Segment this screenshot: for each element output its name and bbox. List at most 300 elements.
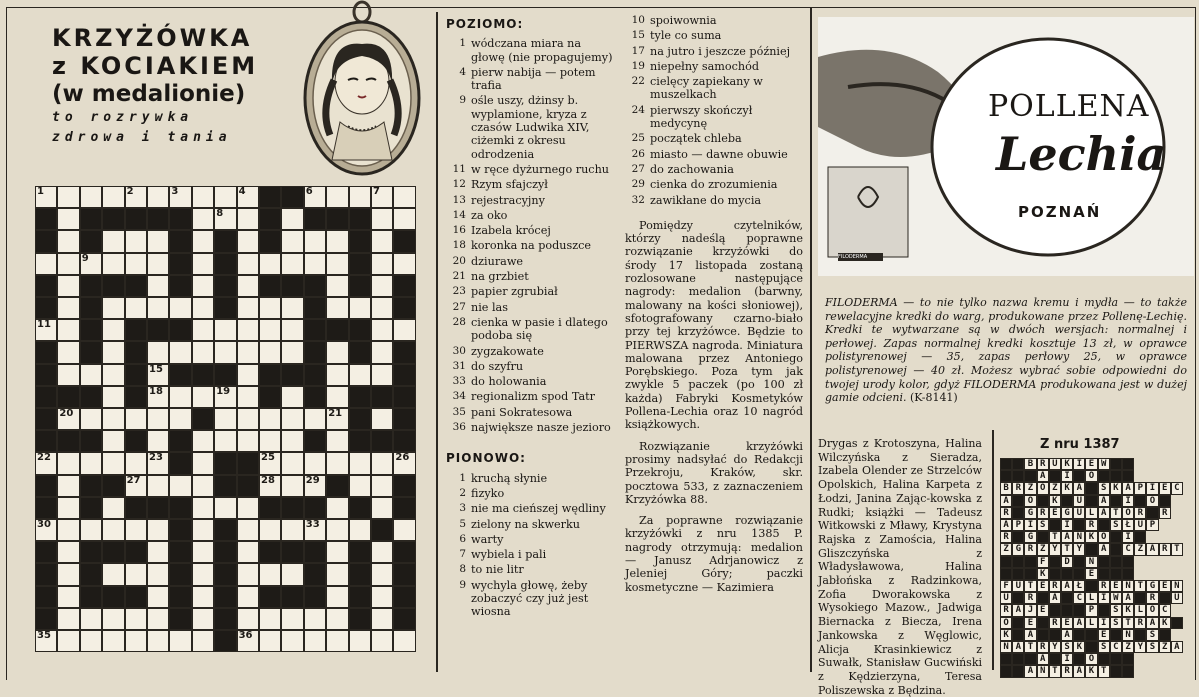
grid-cell[interactable] (80, 452, 102, 474)
grid-cell[interactable] (102, 341, 124, 363)
title-line-3: (w medalionie) (52, 81, 246, 107)
grid-cell[interactable] (102, 452, 124, 474)
grid-cell[interactable] (57, 275, 79, 297)
grid-cell[interactable] (125, 230, 147, 252)
grid-cell[interactable] (57, 341, 79, 363)
grid-cell[interactable] (304, 475, 326, 497)
grid-block (125, 586, 147, 608)
grid-cell[interactable] (57, 319, 79, 341)
grid-cell[interactable] (125, 475, 147, 497)
grid-cell[interactable] (147, 253, 169, 275)
grid-cell[interactable] (192, 541, 214, 563)
solution-cell (1110, 629, 1122, 641)
grid-block (304, 319, 326, 341)
grid-cell[interactable] (349, 364, 371, 386)
grid-cell[interactable] (192, 519, 214, 541)
grid-cell[interactable] (237, 364, 259, 386)
solution-cell (1037, 592, 1049, 604)
grid-cell[interactable] (57, 630, 79, 652)
grid-cell[interactable] (281, 475, 303, 497)
grid-cell[interactable] (102, 497, 124, 519)
grid-cell[interactable] (237, 186, 259, 208)
grid-cell[interactable] (237, 541, 259, 563)
grid-cell[interactable] (214, 319, 236, 341)
grid-cell[interactable] (259, 253, 281, 275)
grid-block (349, 430, 371, 452)
grid-cell[interactable] (147, 452, 169, 474)
solution-cell: E (1024, 617, 1036, 629)
solution-cell (1024, 653, 1036, 665)
grid-cell[interactable] (147, 608, 169, 630)
grid-cell[interactable] (326, 430, 348, 452)
grid-cell[interactable] (281, 430, 303, 452)
grid-cell[interactable] (371, 253, 393, 275)
divider-left (436, 12, 438, 672)
grid-cell[interactable] (326, 408, 348, 430)
grid-cell[interactable] (102, 630, 124, 652)
grid-cell[interactable] (80, 519, 102, 541)
grid-cell[interactable] (192, 452, 214, 474)
grid-cell[interactable] (326, 608, 348, 630)
grid-cell[interactable] (192, 563, 214, 585)
grid-cell[interactable] (237, 319, 259, 341)
grid-cell[interactable] (147, 230, 169, 252)
grid-cell[interactable] (102, 608, 124, 630)
grid-cell[interactable] (80, 186, 102, 208)
grid-block (80, 275, 102, 297)
solution-cell: R (1024, 592, 1036, 604)
solution-cell: A (1000, 519, 1012, 531)
grid-cell[interactable] (237, 297, 259, 319)
grid-cell[interactable] (237, 630, 259, 652)
grid-cell[interactable] (237, 208, 259, 230)
grid-cell[interactable] (102, 364, 124, 386)
grid-cell[interactable] (371, 364, 393, 386)
grid-cell[interactable] (169, 341, 191, 363)
grid-cell[interactable] (237, 563, 259, 585)
grid-cell[interactable] (102, 519, 124, 541)
grid-cell[interactable] (57, 608, 79, 630)
grid-cell[interactable] (304, 630, 326, 652)
solution-cell: K (1049, 495, 1061, 507)
grid-cell[interactable] (102, 386, 124, 408)
grid-cell[interactable] (192, 253, 214, 275)
grid-cell[interactable] (80, 364, 102, 386)
clue-text: papier zgrubiał (471, 285, 558, 299)
grid-cell[interactable] (281, 208, 303, 230)
solution-cell: U (1171, 592, 1183, 604)
grid-cell[interactable] (102, 297, 124, 319)
grid-cell[interactable] (237, 608, 259, 630)
grid-block (102, 208, 124, 230)
grid-block (214, 519, 236, 541)
grid-cell[interactable] (57, 253, 79, 275)
grid-cell[interactable] (326, 541, 348, 563)
grid-cell[interactable] (35, 319, 57, 341)
solution-cell: K (1085, 665, 1097, 677)
solution-cell: O (1085, 470, 1097, 482)
grid-block (125, 208, 147, 230)
grid-cell[interactable] (214, 186, 236, 208)
grid-cell[interactable] (169, 408, 191, 430)
grid-cell[interactable] (192, 497, 214, 519)
grid-cell[interactable] (57, 186, 79, 208)
grid-cell[interactable] (326, 230, 348, 252)
grid-cell[interactable] (192, 608, 214, 630)
grid-cell[interactable] (304, 253, 326, 275)
grid-cell[interactable] (304, 408, 326, 430)
solution-cell (1110, 470, 1122, 482)
solution-cell: A (1024, 629, 1036, 641)
grid-cell[interactable] (371, 497, 393, 519)
grid-cell[interactable] (371, 630, 393, 652)
grid-cell[interactable] (393, 519, 415, 541)
solution-cell: N (1122, 580, 1134, 592)
grid-cell[interactable] (281, 608, 303, 630)
grid-cell[interactable] (214, 430, 236, 452)
grid-cell[interactable] (326, 497, 348, 519)
solution-cell: T (1024, 641, 1036, 653)
clue-item (446, 487, 614, 500)
grid-cell[interactable] (35, 186, 57, 208)
clue-item (446, 421, 614, 434)
grid-cell[interactable] (349, 452, 371, 474)
grid-block (80, 386, 102, 408)
grid-block (214, 452, 236, 474)
grid-cell[interactable] (125, 408, 147, 430)
clue-text: największe nasze jezioro (471, 421, 611, 435)
grid-cell[interactable] (237, 386, 259, 408)
grid-cell[interactable] (259, 608, 281, 630)
grid-cell[interactable] (214, 497, 236, 519)
grid-cell[interactable] (326, 341, 348, 363)
grid-cell[interactable] (371, 608, 393, 630)
grid-cell[interactable] (214, 408, 236, 430)
grid-cell[interactable] (371, 452, 393, 474)
grid-cell[interactable] (57, 541, 79, 563)
solution-cell: K (1110, 482, 1122, 494)
grid-cell[interactable] (326, 452, 348, 474)
grid-cell[interactable] (147, 430, 169, 452)
grid-block (393, 497, 415, 519)
grid-cell[interactable] (237, 408, 259, 430)
grid-cell[interactable] (192, 186, 214, 208)
grid-block (102, 586, 124, 608)
grid-cell[interactable] (371, 275, 393, 297)
grid-cell[interactable] (125, 186, 147, 208)
grid-cell[interactable] (237, 497, 259, 519)
grid-cell[interactable] (102, 253, 124, 275)
grid-cell[interactable] (281, 519, 303, 541)
grid-cell[interactable] (371, 408, 393, 430)
grid-cell[interactable] (35, 630, 57, 652)
grid-block (147, 497, 169, 519)
grid-cell[interactable] (371, 541, 393, 563)
solution-cell: S (1098, 482, 1110, 494)
grid-cell[interactable] (393, 208, 415, 230)
grid-cell[interactable] (304, 186, 326, 208)
grid-cell[interactable] (259, 519, 281, 541)
grid-cell[interactable] (192, 630, 214, 652)
grid-cell[interactable] (57, 297, 79, 319)
grid-cell[interactable] (192, 386, 214, 408)
grid-block (281, 541, 303, 563)
clue-number: 33 (452, 375, 466, 388)
ad-brand-script: Lechia (996, 127, 1167, 181)
grid-cell[interactable] (393, 253, 415, 275)
grid-cell[interactable] (237, 230, 259, 252)
clue-number: 28 (452, 315, 466, 328)
grid-cell[interactable] (80, 630, 102, 652)
solution-title: Z nru 1387 (1040, 437, 1120, 452)
grid-cell[interactable] (147, 275, 169, 297)
grid-cell[interactable] (237, 341, 259, 363)
clue-number-label: 4 (238, 186, 246, 197)
grid-cell[interactable] (349, 297, 371, 319)
grid-cell[interactable] (125, 563, 147, 585)
grid-cell[interactable] (393, 630, 415, 652)
grid-cell[interactable] (214, 341, 236, 363)
grid-cell[interactable] (281, 408, 303, 430)
grid-cell[interactable] (259, 430, 281, 452)
grid-cell[interactable] (147, 408, 169, 430)
clue-number-label: 25 (261, 452, 275, 464)
grid-cell[interactable] (169, 297, 191, 319)
grid-cell[interactable] (237, 519, 259, 541)
grid-cell[interactable] (326, 186, 348, 208)
grid-cell[interactable] (214, 386, 236, 408)
grid-cell[interactable] (192, 208, 214, 230)
solution-cell: E (1037, 604, 1049, 616)
grid-cell[interactable] (169, 630, 191, 652)
grid-cell[interactable] (259, 341, 281, 363)
grid-cell[interactable] (147, 586, 169, 608)
grid-cell[interactable] (147, 563, 169, 585)
grid-cell[interactable] (371, 297, 393, 319)
grid-cell[interactable] (326, 563, 348, 585)
grid-cell[interactable] (125, 630, 147, 652)
grid-cell[interactable] (371, 563, 393, 585)
grid-cell[interactable] (57, 497, 79, 519)
clue-number: 36 (452, 421, 466, 434)
grid-cell[interactable] (102, 408, 124, 430)
grid-cell[interactable] (57, 452, 79, 474)
grid-cell[interactable] (147, 519, 169, 541)
grid-cell[interactable] (102, 430, 124, 452)
grid-cell[interactable] (304, 519, 326, 541)
solution-cell: C (1159, 604, 1171, 616)
grid-cell[interactable] (371, 208, 393, 230)
grid-block (281, 364, 303, 386)
clue-number: 16 (452, 224, 466, 237)
grid-cell[interactable] (57, 519, 79, 541)
grid-cell[interactable] (259, 475, 281, 497)
solution-cell: E (1061, 617, 1073, 629)
clue-text: początek chleba (650, 132, 742, 146)
grid-cell[interactable] (192, 341, 214, 363)
grid-cell[interactable] (192, 275, 214, 297)
solution-cell: I (1122, 495, 1134, 507)
grid-cell[interactable] (192, 230, 214, 252)
grid-cell[interactable] (259, 563, 281, 585)
solution-cell: T (1134, 580, 1146, 592)
grid-cell[interactable] (259, 319, 281, 341)
grid-cell[interactable] (169, 186, 191, 208)
grid-cell[interactable] (147, 364, 169, 386)
grid-cell[interactable] (304, 230, 326, 252)
grid-cell[interactable] (393, 186, 415, 208)
grid-cell[interactable] (125, 297, 147, 319)
grid-cell[interactable] (371, 319, 393, 341)
grid-cell[interactable] (281, 386, 303, 408)
grid-cell[interactable] (281, 297, 303, 319)
grid-cell[interactable] (102, 186, 124, 208)
grid-cell[interactable] (102, 319, 124, 341)
grid-cell[interactable] (281, 230, 303, 252)
grid-cell[interactable] (80, 608, 102, 630)
grid-cell[interactable] (237, 586, 259, 608)
grid-cell[interactable] (326, 586, 348, 608)
grid-cell[interactable] (326, 297, 348, 319)
solution-cell: I (1146, 482, 1158, 494)
grid-cell[interactable] (102, 563, 124, 585)
grid-cell[interactable] (281, 253, 303, 275)
grid-cell[interactable] (259, 408, 281, 430)
grid-cell[interactable] (281, 319, 303, 341)
grid-cell[interactable] (371, 341, 393, 363)
clue-text: cienka do zrozumienia (650, 178, 778, 192)
grid-cell[interactable] (192, 319, 214, 341)
grid-cell[interactable] (192, 586, 214, 608)
solution-cell (1012, 665, 1024, 677)
clue-number: 32 (631, 193, 645, 206)
grid-cell[interactable] (281, 563, 303, 585)
solution-cell: N (1171, 580, 1183, 592)
grid-cell[interactable] (102, 230, 124, 252)
divider-mid (810, 8, 812, 672)
clue-text: za oko (471, 208, 508, 222)
grid-cell[interactable] (57, 408, 79, 430)
grid-cell[interactable] (125, 253, 147, 275)
grid-cell[interactable] (125, 608, 147, 630)
grid-block (304, 341, 326, 363)
solution-cell: C (1171, 482, 1183, 494)
grid-cell[interactable] (35, 253, 57, 275)
grid-cell[interactable] (259, 630, 281, 652)
solution-cell (1073, 653, 1085, 665)
grid-cell[interactable] (147, 475, 169, 497)
grid-cell[interactable] (237, 430, 259, 452)
grid-cell[interactable] (237, 253, 259, 275)
clue-number: 9 (459, 94, 466, 107)
grid-cell[interactable] (371, 475, 393, 497)
grid-cell[interactable] (281, 341, 303, 363)
clue-text: do zachowania (650, 162, 734, 176)
grid-cell[interactable] (326, 364, 348, 386)
grid-cell[interactable] (57, 364, 79, 386)
solution-cell (1024, 556, 1036, 568)
solution-cell (1098, 519, 1110, 531)
grid-cell[interactable] (371, 186, 393, 208)
solution-cell (1037, 629, 1049, 641)
clue-text: do szyfru (471, 359, 524, 373)
grid-cell[interactable] (125, 452, 147, 474)
grid-block (214, 253, 236, 275)
solution-cell: O (1024, 495, 1036, 507)
grid-cell[interactable] (326, 275, 348, 297)
grid-cell[interactable] (147, 541, 169, 563)
grid-cell[interactable] (147, 341, 169, 363)
grid-cell[interactable] (259, 452, 281, 474)
clue-item (446, 375, 614, 388)
grid-cell[interactable] (57, 475, 79, 497)
grid-cell[interactable] (80, 408, 102, 430)
grid-cell[interactable] (57, 586, 79, 608)
grid-cell[interactable] (147, 386, 169, 408)
grid-cell[interactable] (125, 519, 147, 541)
grid-cell[interactable] (326, 253, 348, 275)
grid-cell[interactable] (326, 519, 348, 541)
grid-cell[interactable] (281, 452, 303, 474)
grid-cell[interactable] (35, 519, 57, 541)
solution-cell (1012, 531, 1024, 543)
grid-cell[interactable] (304, 608, 326, 630)
grid-cell[interactable] (326, 630, 348, 652)
grid-cell[interactable] (147, 630, 169, 652)
solution-cell: I (1061, 519, 1073, 531)
grid-cell[interactable] (57, 563, 79, 585)
grid-cell[interactable] (281, 630, 303, 652)
grid-cell[interactable] (147, 297, 169, 319)
grid-cell[interactable] (237, 275, 259, 297)
grid-cell[interactable] (214, 208, 236, 230)
solution-cell: A (1061, 629, 1073, 641)
grid-cell[interactable] (349, 475, 371, 497)
grid-cell[interactable] (192, 475, 214, 497)
grid-cell[interactable] (393, 452, 415, 474)
grid-cell[interactable] (192, 297, 214, 319)
grid-cell[interactable] (169, 475, 191, 497)
clue-number-label: 2 (126, 186, 134, 197)
grid-cell[interactable] (57, 230, 79, 252)
clue-item (446, 255, 614, 268)
grid-cell[interactable] (349, 186, 371, 208)
grid-cell[interactable] (259, 297, 281, 319)
solution-cell: T (1098, 665, 1110, 677)
solution-cell: E (1085, 568, 1097, 580)
grid-cell[interactable] (57, 208, 79, 230)
grid-cell[interactable] (349, 519, 371, 541)
grid-cell[interactable] (371, 230, 393, 252)
grid-cell[interactable] (371, 586, 393, 608)
solution-cell (1012, 458, 1024, 470)
solution-cell (1134, 592, 1146, 604)
clue-number: 21 (452, 270, 466, 283)
grid-cell[interactable] (326, 386, 348, 408)
grid-block (393, 541, 415, 563)
grid-cell[interactable] (147, 186, 169, 208)
grid-cell[interactable] (80, 253, 102, 275)
grid-cell[interactable] (169, 386, 191, 408)
grid-cell[interactable] (304, 452, 326, 474)
grid-cell[interactable] (192, 430, 214, 452)
grid-cell[interactable] (35, 452, 57, 474)
solution-cell: U (1000, 592, 1012, 604)
grid-cell[interactable] (349, 630, 371, 652)
clue-number: 24 (631, 103, 645, 116)
grid-cell[interactable] (393, 319, 415, 341)
solution-cell: Ó (1037, 482, 1049, 494)
